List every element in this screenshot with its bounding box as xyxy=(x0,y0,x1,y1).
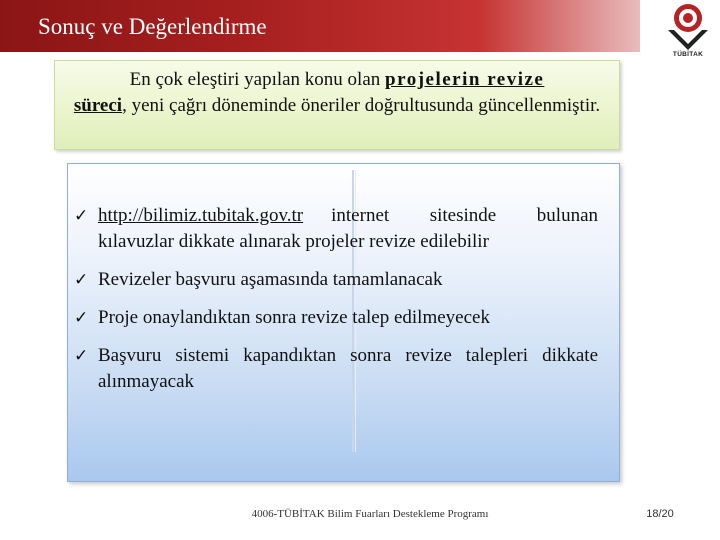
callout-text-before: En çok eleştiri yapılan konu olan xyxy=(129,69,386,90)
callout-emphasis-1: projelerin revize xyxy=(385,69,545,90)
bullet-text: Revizeler başvuru aşamasında tamamlanacak xyxy=(98,269,443,290)
footer-text: 4006-TÜBİTAK Bilim Fuarları Destekleme Programı xyxy=(251,508,489,520)
bullet-item xyxy=(74,305,598,331)
bullet-item xyxy=(74,203,598,255)
bullet-text: internet sitesinde bulunan kılavuzlar dikkate alınarak projeler revize edilebilir xyxy=(98,205,598,252)
bullet-item xyxy=(74,343,598,395)
bullet-text: Başvuru sistemi kapandıktan sonra revize talepleri dikkate alınmayacak xyxy=(98,345,598,392)
bullet-item xyxy=(74,267,598,293)
page-number: 18/20 xyxy=(646,508,674,520)
summary-callout xyxy=(54,60,620,150)
bullet-text: Proje onaylandıktan sonra revize talep edilmeyecek xyxy=(98,307,490,328)
callout-text-after: , yeni çağrı döneminde öneriler doğrultusunda güncellenmiştir. xyxy=(122,95,601,116)
check-icon: ✓ xyxy=(74,206,89,226)
slide-title: Sonuç ve Değerlendirme xyxy=(38,14,267,39)
logo-text: TÜBİTAK xyxy=(672,51,704,58)
bilimiz-link[interactable]: http://bilimiz.tubitak.gov.tr xyxy=(98,205,304,226)
check-icon: ✓ xyxy=(74,308,89,328)
bullet-list xyxy=(74,203,598,407)
check-icon: ✓ xyxy=(74,346,89,366)
check-icon: ✓ xyxy=(74,270,89,290)
callout-emphasis-2: süreci xyxy=(73,95,123,116)
